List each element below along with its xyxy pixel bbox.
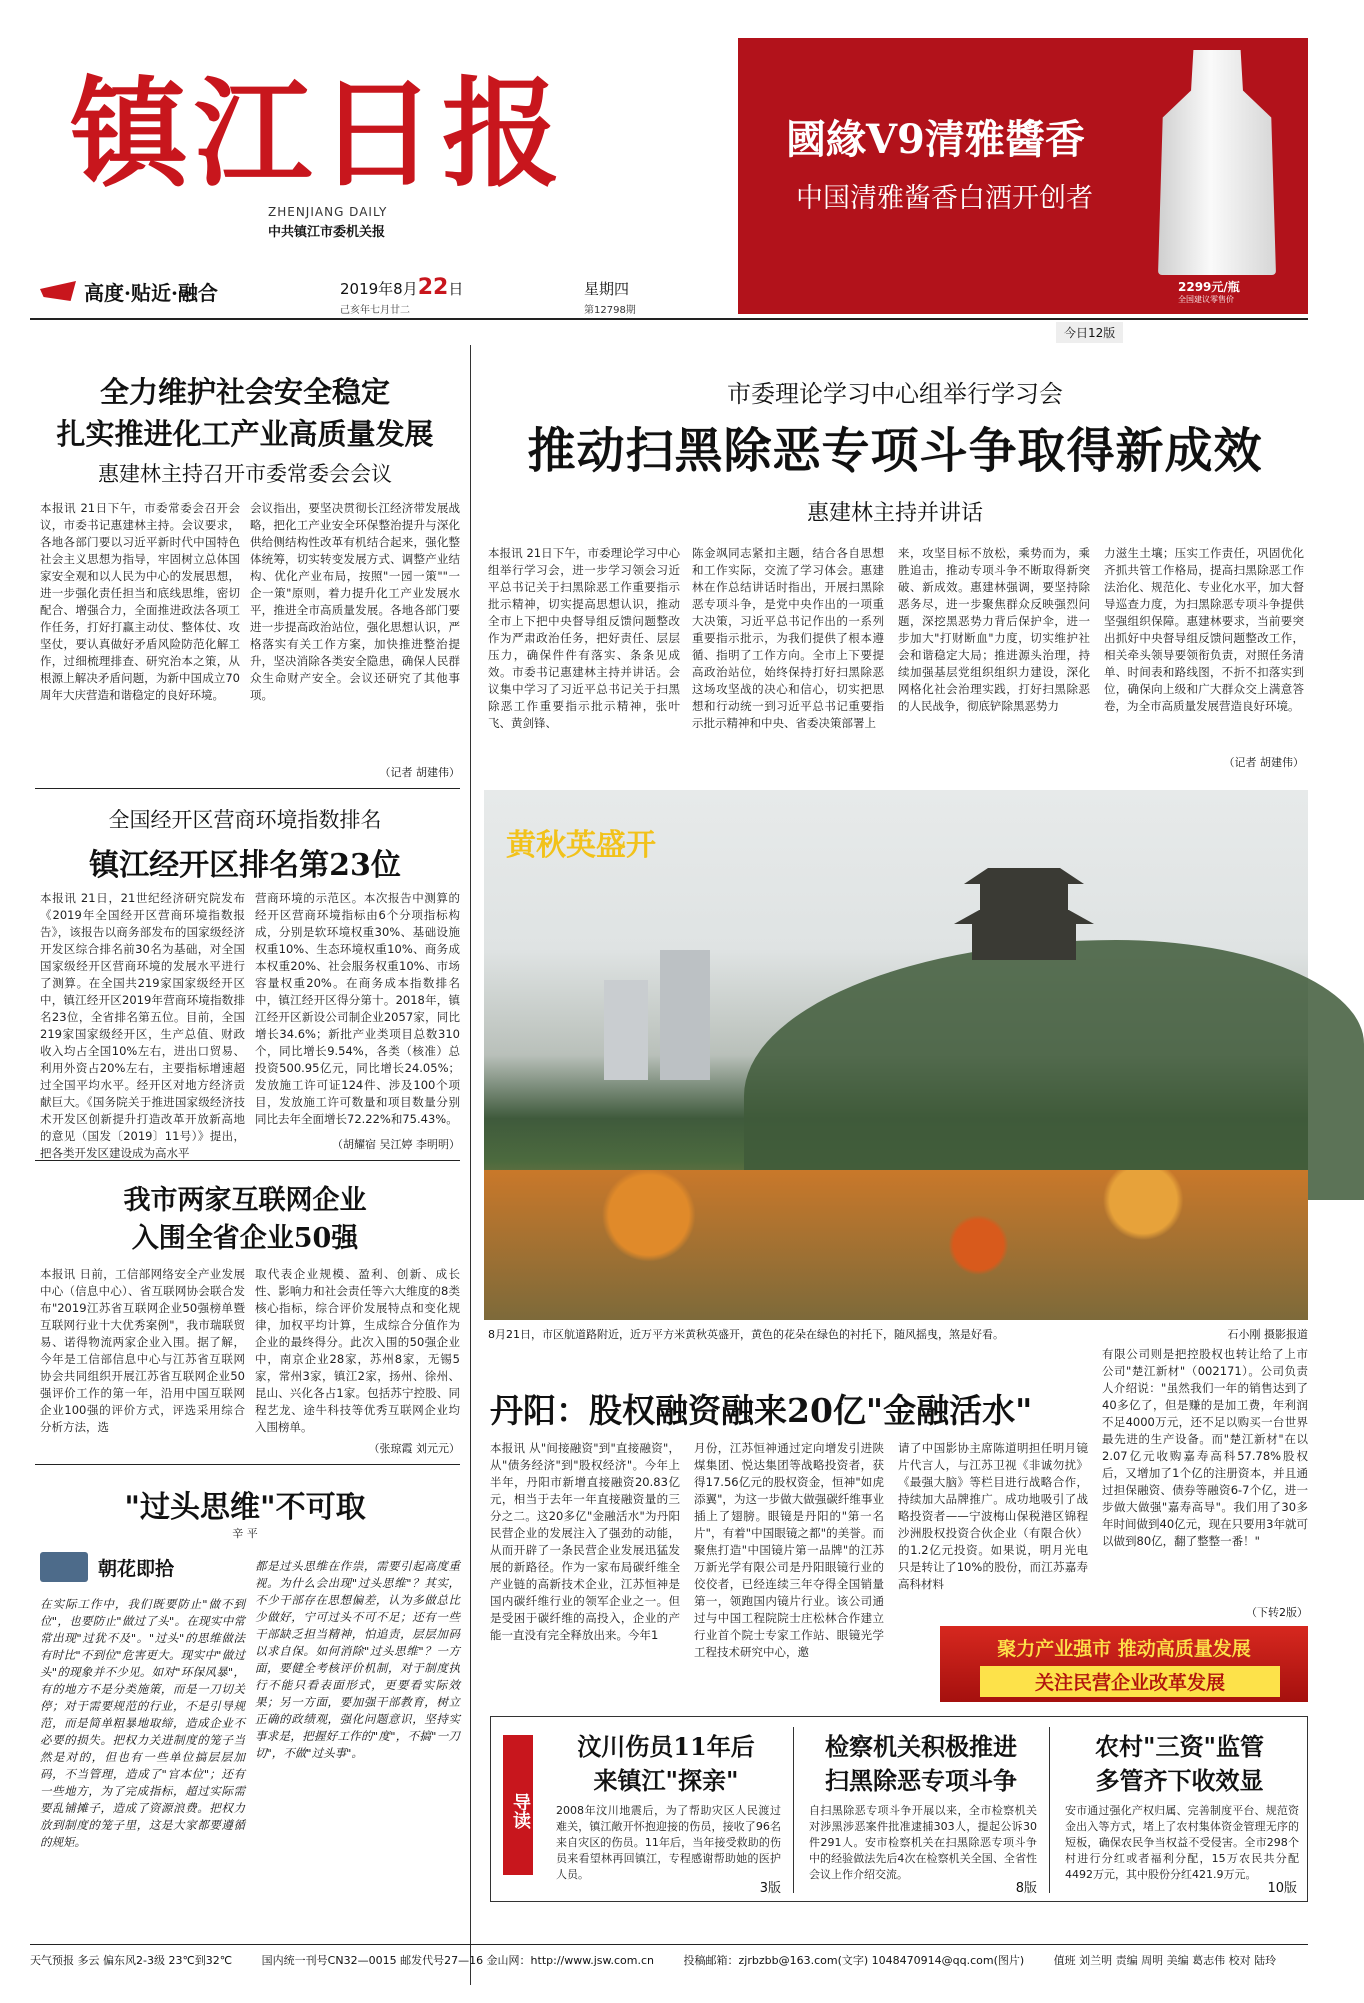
bottle-image [1158,50,1276,275]
footer-contact: 投稿邮箱：zjrbzbb@163.com(文字) 1048470914@qq.com(图片) [683,1954,1025,1967]
guide-label: 导读 [503,1735,533,1875]
divider [35,1464,460,1465]
building-1 [604,980,648,1080]
guide-item-3-title-2[interactable]: 多管齐下收效显 [1095,1766,1264,1795]
banner-line2: 关注民营企业改革发展 [980,1666,1280,1697]
main-col4: 力滋生土壤；压实工作责任，巩固优化齐抓共管工作格局，提高扫黑除恶工作法治化、规范化、专业化水平，加大督导巡查力度，为扫黑除恶专项斗争提供坚强组织保障。惠建林要求，当前要突出抓好中央督导组反馈问题整改工作，相关牵头领导要领衔负责，对照任务清单、时间表和路线图，不折不扣落实到位，确保向上级和广大群众交上满意答卷，为全市高质量发展营造良好环境。 [1104,546,1304,713]
logo-mark-icon [40,281,76,301]
article3-col2: 取代表企业规模、盈利、创新、成长性、影响力和社会责任等六大维度的8类核心指标，综合评价发展特点和变化规律，加权平均计算，生成综合分值作为企业的最终得分。此次入围的50强企业中，南京企业28家，苏州8家，无锡5家，常州3家，镇江2家，扬州、徐州、昆山、兴化各占1家。包括苏宁控股、同程艺龙、途牛科技等优秀互联网企业均入围榜单。 [255,1267,460,1434]
guide-item-1-page[interactable]: 3版 [759,1881,781,1896]
main-col3: 来，攻坚目标不放松，乘势而为，乘胜追击，推动专项斗争不断取得新突破、新成效。惠建林强调，要坚持除恶务尽，进一步聚焦群众反映强烈问题，深挖黑恶势力背后保护伞，进一步加大"打财断血"力度，切实维护社会和谐稳定大局；推进源头治理，持续加强基层党组织组织力建设，深化网格化社会治理实践，打好扫黑除恶的人民战争，彻底铲除黑恶势力 [898,546,1090,713]
article2-col2: 营商环境的示范区。本次报告中测算的经开区营商环境指标由6个分项指标构成，分别是软环境权重30%、基础设施权重10%、生态环境权重10%、商务成本权重20%、社会服务权重10%、市场容量权重20%。在商务成本指数排名中，镇江经开区得分第十。2018年，镇江经开区新设公司制企业2057家，同比增长34.6%；新批产业类项目总数310个，同比增长9.54%，各类（核准）总投资500.95亿元，同比增长24.05%；发放施工许可证124件、涉及100个项目，发放施工许可数量和项目数量分别同比去年全面增长72.22%和75.43%。 [255,891,460,1126]
guide-item-2-text: 自扫黑除恶专项斗争开展以来，全市检察机关对涉黑涉恶案件批准逮捕303人，提起公诉30件291人。安市检察机关在扫黑除恶专项斗争中的经验做法先后4次在检察机关全国、全省性会议上作介绍交流。 [809,1804,1037,1881]
article1-col2: 会议指出，要坚决贯彻长江经济带发展战略，把化工产业安全环保整治提升与深化供给侧结构性改革有机结合起来，强化整体统筹，切实转变发展方式、调整产业结构、优化产业布局，按照"一园一策""一企一策"原则，着力提升化工产业发展水平，推进全市高质量发展。各地各部门要进一步提高政治站位，强化思想认识，严格落实有关工作方案，加快推进整治提升，坚决消除各类安全隐患，确保人民群众生命财产安全。会议还研究了其他事项。 [250,501,460,702]
guide-box [490,1716,1308,1902]
lunar-date: 己亥年七月廿二 [340,305,410,316]
main-col2: 陈金飒同志紧扣主题，结合各自思想和工作实际，交流了学习体会。惠建林在作总结讲话时指出，开展扫黑除恶专项斗争，是党中央作出的一项重大决策，习近平总书记作出的一系列重要指示批示，为我们提供了根本遵循、指明了工作方向。全市上下要提高政治站位，始终保持打好扫黑除恶这场攻坚战的决心和信心，切实把思想和行动统一到习近平总书记重要指示批示精神和中央、省委决策部署上 [692,546,884,730]
article4-col1: 在实际工作中，我们既要防止"做不到位"，也要防止"做过了头"。在现实中常常出现"过犹不及"。"过头"的思维做法有时比"不到位"危害更大。现实中"做过头"的现象并不少见。如对"环保风暴"，有的地方不是分类施策，而是一刀切关停；对于需要规范的行业，不是引导规范，而是简单粗暴地取缔，造成企业不必要的损失。把权力关进制度的笼子当然是对的，但也有一些单位搞层层加码，不当管理，造成了"官本位"；还有一些地方，为了完成指标，超过实际需要乱铺摊子，造成了资源浪费。把权力放到制度的笼子里，这是大家都要遵循的规矩。 [40,1597,245,1849]
guide-item-3-text: 安市通过强化产权归属、完善制度平台、规范资金出入等方式，堵上了农村集体资金管理无序的短板，确保农民争当权益不受侵害。全市298个村进行分红或者福利分配，15万农民共分配4492万元，其中股份分红421.9万元。 [1065,1804,1299,1881]
article3-title-2: 入围全省企业50强 [131,1223,359,1254]
masthead [40,25,700,316]
article4-author: 辛 平 [232,1527,258,1540]
footer-code: 国内统一刊号CN32—0015 邮发代号27—16 金山网：http://www.jsw.com.cn [261,1954,655,1967]
article5-byline: （下转2版） [1246,1606,1308,1619]
ad-price-note: 全国建议零售价 [1178,295,1234,304]
article1-title-2: 扎实推进化工产业高质量发展 [56,417,434,451]
main-byline: （记者 胡建伟） [1223,756,1304,769]
guide-item-2-title-1[interactable]: 检察机关积极推进 [825,1732,1017,1761]
article1-subtitle: 惠建林主持召开市委常委会会议 [98,462,392,486]
footer-editors: 值班 刘兰明 责编 周明 美编 葛志伟 校对 陆玲 [1053,1954,1277,1967]
date-prefix: 2019年8月 [340,280,418,298]
guide-item-3-page[interactable]: 10版 [1267,1881,1297,1896]
guide-item-2-title-2[interactable]: 扫黑除恶专项斗争 [825,1766,1017,1795]
article5-col4: 有限公司则是把控股权也转让给了上市公司"楚江新材"（002171）。公司负责人介绍说："虽然我们一年的销售达到了40多亿了，但是赚的是加工费，年利润不足4000万元，还不足以购买一台世界最先进的生产设备。而"楚江新材"在以2.07亿元收购嘉寿高科57.78%股权后，又增加了1个亿的注册资本，并且通过担保融资、债券等融资6-7个亿，进一步做大做强"嘉寿高导"。我们用了30多年时间做到40亿元，现在只要用3年就可以做到80亿，翻了整整一番！" [1102,1347,1308,1548]
column-divider [470,345,471,1985]
article2-title: 镇江经开区排名第23位 [89,848,401,883]
article2-byline: （胡耀宿 吴江婷 李明明） [332,1138,460,1151]
guide-item-2-page[interactable]: 8版 [1015,1881,1037,1896]
building-2 [660,950,710,1080]
ad-price: 2299元/瓶 [1178,280,1240,294]
article3-title-1: 我市两家互联网企业 [123,1185,367,1216]
article5-col3: 请了中国影协主席陈道明担任明月镜片代言人，与江苏卫视《非诚勿扰》《最强大脑》等栏目进行战略合作，持续加大品牌推广。成功地吸引了战略投资者——宁波梅山保税港区锦程沙洲股权投资合伙企业（有限合伙）的1.2亿元投资。如果说，明月光电只是转让了10%的股份，而江苏嘉寿高科材料 [898,1441,1088,1591]
masthead-org: 中共镇江市委机关报 [268,225,386,240]
photo-title: 黄秋英盛开 [506,828,656,863]
topic-banner [940,1626,1308,1702]
masthead-title: 镇江日报 [70,64,567,203]
pagoda-base [972,924,1076,960]
page-count: 今日12版 [1056,322,1123,343]
divider [793,1727,794,1893]
ad-slogan: 中国清雅酱香白酒开创者 [796,183,1093,214]
pagoda-roof [964,868,1084,884]
divider [1049,1727,1050,1893]
column-label: 朝花即拾 [98,1558,175,1580]
main-headline: 推动扫黑除恶专项斗争取得新成效 [527,423,1263,479]
main-col1: 本报讯 21日下午，市委理论学习中心组举行学习会，进一步学习领会习近平总书记关于扫黑除恶工作重要指示批示精神，切实提高思想认识，推动全市上下把中央督导组反馈问题整改作为严肃政治任务，把好责任、层层压力，确保件件有落实、条条见成效。市委书记惠建林主持并讲话。会议集中学习了习近平总书记关于扫黑除恶工作重要指示批示精神，张叶飞、黄剑锋、 [488,546,680,730]
top-advertisement[interactable] [738,38,1308,314]
ad-brand: 國緣V9清雅醬香 [786,116,1085,163]
article1-byline: （记者 胡建伟） [379,766,460,779]
article5-title: 丹阳：股权融资融来20亿"金融活水" [490,1391,1033,1430]
column-logo [40,1548,240,1588]
article4-col2: 都是过头思维在作祟，需要引起高度重视。为什么会出现"过头思维"？其实，不少干部存在思想偏差，认为多做总比少做好，宁可过头不可不足；还有一些干部缺乏担当精神，怕追责，层层加码以求自保。如何消除"过头思维"？一方面，要健全考核评价机制，对于制度执行不能只看表面形式，更要看实际效果；另一方面，要加强干部教育，树立正确的政绩观，强化问题意识，坚持实事求是，把握好工作的"度"，不搞"一刀切"，不做"过头事"。 [255,1559,460,1760]
article3-col1: 本报讯 日前，工信部网络安全产业发展中心（信息中心）、省互联网协会联合发布"2019江苏省互联网企业50强榜单暨互联网行业十大优秀案例"，我市瑞联贸易、诺得物流两家企业入围。据了解，今年是工信部信息中心与江苏省互联网协会共同组织开展江苏省互联网企业50强评价工作的第一年，沿用中国互联网企业100强的评价方式，评选采用综合分析方法，选 [40,1267,245,1434]
pen-icon [40,1552,88,1582]
article1-title-1: 全力维护社会安全稳定 [99,375,390,409]
pagoda-tier [980,884,1068,912]
masthead-english: ZHENJIANG DAILY [268,205,388,219]
guide-item-1-text: 2008年汶川地震后，为了帮助灾区人民渡过难关，镇江敞开怀抱迎接的伤员，接收了96名来自灾区的伤员。11年后，当年接受救助的伤员来看望林再回镇江，专程感谢帮助她的医护人员。 [556,1804,781,1881]
date-line [340,275,463,300]
issue-number: 第12798期 [584,305,636,316]
footer [30,1952,1308,1972]
article4-title: "过头思维"不可取 [124,1490,366,1525]
date-suffix: 日 [448,280,464,298]
photo-credit: 石小刚 摄影报道 [1227,1328,1308,1341]
pagoda-roof-2 [954,910,1094,924]
article2-col1: 本报讯 21日，21世纪经济研究院发布《2019年全国经开区营商环境指数报告》，该报告以商务部发布的国家级经济开发区综合排名前30名为基础，对全国国家级经开区营商环境的发展水平进行了测算。在全国共219家国家级经开区中，镇江经开区2019年营商环境指数排名23位，全省排名第五位。目前，全国219家国家级经开区，生产总值、财政收入均占全国10%左右，进出口贸易、利用外资占20%左右，主要指标增速超过全国平均水平。经开区对地方经济贡献巨大。《国务院关于推进国家级经济技术开发区创新提升打造改革开放新高地的意见（国发〔2019〕11号）》提出，把各类开发区建设成为高水平 [40,891,245,1160]
hill-shape [744,940,1364,1200]
article3-byline: （张琼霞 刘元元） [368,1442,460,1455]
footer-weather: 天气预报 多云 偏东风2-3级 23℃到32℃ [30,1954,233,1967]
guide-item-3-title-1[interactable]: 农村"三资"监管 [1094,1732,1264,1761]
weekday: 星期四 [584,280,630,298]
main-kicker: 市委理论学习中心组举行学习会 [727,380,1063,408]
main-subtitle: 惠建林主持并讲话 [806,501,983,526]
article5-col1: 本报讯 从"间接融资"到"直接融资"，从"债务经济"到"股权经济"。今年上半年，丹阳市新增直接融资20.83亿元，相当于去年一年直接融资量的三分之二。这20多亿"金融活水"为丹阳民营企业的发展注入了强劲的动能，从而开辟了一条民营企业发展迅猛发展的新路径。作为一家布局碳纤维全产业链的高新技术企业，江苏恒神是国内碳纤维行业的领军企业之一。但是受困于碳纤维的高投入，企业的产能一直没有完全释放出来。今年1 [490,1441,680,1642]
article5-col2: 月份，江苏恒神通过定向增发引进陕煤集团、悦达集团等战略投资者，获得17.56亿元的股权资金，恒神"如虎添翼"，为这一步做大做强碳纤维事业插上了翅膀。眼镜是丹阳的"第一名片"，有着"中国眼镜之都"的美誉。而聚焦打造"中国镜片第一品牌"的江苏万新光学有限公司是丹阳眼镜行业的佼佼者，已经连续三年夺得全国销量第一，领跑国内镜片行业。该公司通过与中国工程院院士庄松林合作建立行业首个院士专家工作站、眼镜光学工程技术研究中心，邀 [694,1441,884,1659]
banner-line1: 聚力产业强市 推动高质量发展 [997,1638,1251,1660]
masthead-rule [30,318,1308,320]
divider [35,1160,460,1161]
guide-item-1-title-2[interactable]: 来镇江"探亲" [593,1766,739,1795]
footer-rule [30,1944,1308,1945]
guide-item-1-title-1[interactable]: 汶川伤员11年后 [577,1732,755,1761]
flower-field [484,1170,1308,1320]
date-day: 22 [417,275,449,300]
article2-kicker: 全国经开区营商环境指数排名 [108,808,382,832]
divider [35,788,460,789]
photo-caption: 8月21日，市区航道路附近，近万平方米黄秋英盛开，黄色的花朵在绿色的衬托下，随风摇曳，煞是好看。 [488,1328,1004,1341]
article1-col1: 本报讯 21日下午，市委常委会召开会议，市委书记惠建林主持。会议要求，各地各部门要以习近平新时代中国特色社会主义思想为指导，牢固树立总体国家安全观和以人民为中心的发展思想，进一步强化责任担当和底线思维，密切配合、增强合力，全面推进政法各项工作任务，打好打赢主动仗、整体仗、攻坚仗，要认真做好矛盾风险防范化解工作，过细梳理排查、研究治本之策，从根源上解决矛盾问题，为新中国成立70周年大庆营造和谐稳定的良好环境。 [40,501,240,702]
photo-chrysanthemum [484,790,1308,1320]
masthead-slogan: 高度·贴近·融合 [84,281,218,305]
